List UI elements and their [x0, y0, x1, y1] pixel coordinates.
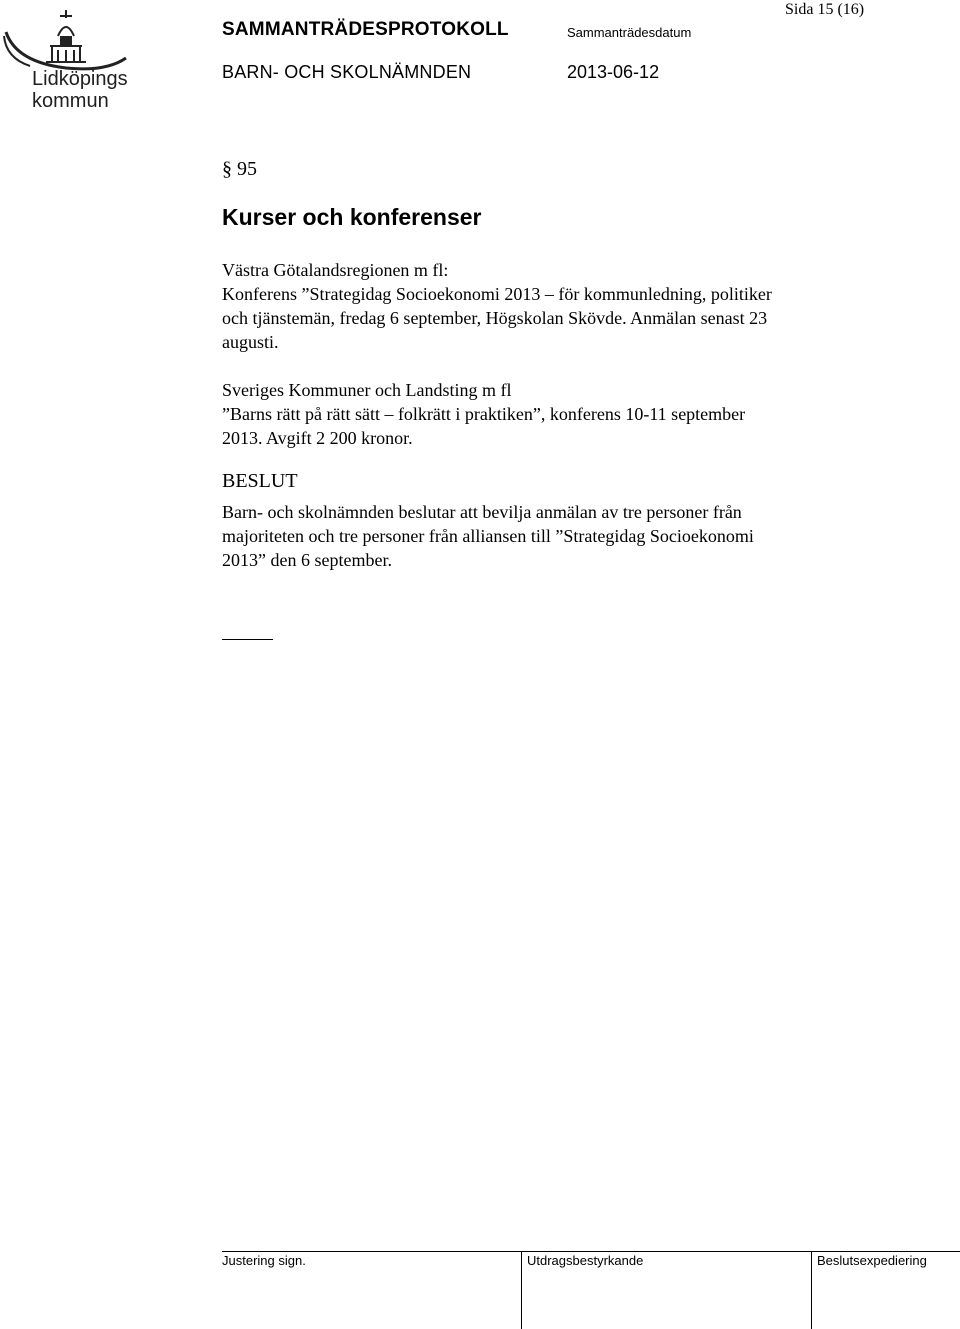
section-end-rule: [222, 639, 273, 640]
body-line: och tjänstemän, fredag 6 september, Högskolan Skövde. Anmälan senast 23: [222, 308, 768, 328]
meeting-date: 2013-06-12: [567, 62, 660, 82]
logo-emblem-icon: [2, 10, 127, 72]
body-line: Västra Götalandsregionen m fl:: [222, 260, 449, 280]
footer-divider: [811, 1251, 812, 1329]
footer-extract-label: Utdragsbestyrkande: [527, 1253, 644, 1268]
body-line: 2013” den 6 september.: [222, 550, 392, 570]
decision-text: [222, 500, 882, 572]
decision-label: BESLUT: [222, 470, 298, 492]
section-title: Kurser och konferenser: [222, 204, 482, 230]
conference-block-1: [222, 258, 882, 354]
body-line: Sveriges Kommuner och Landsting m fl: [222, 380, 512, 400]
logo-text-line1: Lidköpings: [32, 68, 128, 90]
body-line: Konferens ”Strategidag Socioekonomi 2013 – för kommunledning, politiker: [222, 284, 772, 304]
footer-divider: [521, 1251, 522, 1329]
footer-dispatch-label: Beslutsexpediering: [817, 1253, 927, 1268]
paragraph-number: § 95: [222, 158, 257, 180]
body-line: 2013. Avgift 2 200 kronor.: [222, 428, 413, 448]
municipality-logo: [2, 10, 127, 110]
meeting-date-label: Sammanträdesdatum: [567, 25, 692, 40]
body-line: ”Barns rätt på rätt sätt – folkrätt i praktiken”, konferens 10-11 september: [222, 404, 746, 424]
conference-block-2: [222, 378, 882, 450]
document-type: SAMMANTRÄDESPROTOKOLL: [222, 19, 509, 40]
page-number: Sida 15 (16): [785, 1, 865, 18]
body-line: augusti.: [222, 332, 279, 352]
footer-rule: [222, 1251, 960, 1252]
logo-text-line2: kommun: [32, 90, 109, 112]
board-name: BARN- OCH SKOLNÄMNDEN: [222, 62, 472, 82]
body-line: majoriteten och tre personer från alliansen till ”Strategidag Socioekonomi: [222, 526, 754, 546]
body-line: Barn- och skolnämnden beslutar att bevilja anmälan av tre personer från: [222, 502, 742, 522]
footer-signature-label: Justering sign.: [222, 1253, 306, 1268]
